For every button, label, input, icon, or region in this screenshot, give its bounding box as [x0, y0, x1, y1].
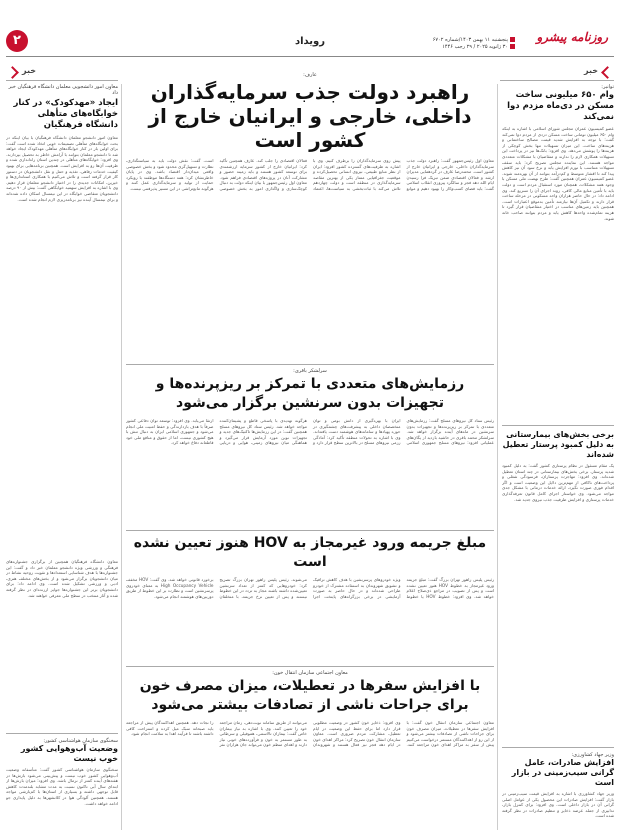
square-icon: [510, 44, 515, 49]
article-drills: [126, 368, 494, 528]
left-column: [6, 84, 118, 832]
divider: [6, 80, 118, 81]
divider: [126, 666, 494, 667]
article-body: یک مقام مسئول در نظام پرستاری کشور گفت: به دلیل کمبود شدید پرستار، برخی بخش‌های بیمارستانی در چند استان تعطیل شده‌اند. وی افزود: مهاجرت پرستاران، فرسودگی شغلی و پرداخت‌های ناکافی از مهم‌ترین دلایل این وضعیت است و اگر اقدام فوری صورت نگیرد، ارائه خدمات درمانی با مشکل جدی مواجه می‌شود. وی خواستار اجرای کامل قانون تعرفه‌گذاری خدمات پرستاری و افزایش ظرفیت جذب نیروی جدید شد.: [502, 463, 614, 502]
article-title: ایجاد «مهدکودک» در کنار خوابگاه‌های متأهلی دانشگاه فرهنگیان: [13, 98, 118, 130]
khabar-label-left: خبر: [8, 66, 98, 78]
article-blood: [126, 670, 494, 832]
kicker: سرلشکر باقری:: [293, 368, 327, 374]
article-body: رئیس ستاد کل نیروهای مسلح گفت: رزمایش‌های متعددی با تمرکز بر ریزپرنده‌ها و تجهیزات بدون سرنشین در ماه‌های آینده برگزار خواهد شد. سرلشکر محمد باقری در حاشیه بازدید از یگان‌های عملیاتی افزود: نیروهای مسلح جمهوری اسلامی ایران با بهره‌گیری از دانش بومی و توان متخصصان داخلی به پیشرفت‌های چشمگیری در حوزه پهپادها و سامانه‌های هوشمند دست یافته‌اند. وی با اشاره به تحولات منطقه تأکید کرد: آمادگی رزمی نیروهای مسلح در بالاترین سطح قرار دارد و هرگونه تهدیدی با پاسخی قاطع و پشیمان‌کننده مواجه خواهد شد. رئیس ستاد کل نیروهای مسلح همچنین گفت: در این رزمایش‌ها تاکتیک‌های جدید و تجهیزات نوین مورد آزمایش قرار می‌گیرد و هماهنگی میان نیروهای زمینی، هوایی و دریایی ارتقا می‌یابد. وی افزود: توسعه توان دفاعی کشور صرفاً با هدف بازدارندگی و حفظ امنیت ملی انجام می‌شود و جمهوری اسلامی ایران به دنبال تنش با هیچ کشوری نیست، اما از حقوق و منافع ملی خود قاطعانه دفاع خواهد کرد.: [126, 418, 494, 446]
kicker: معاون امور دانشجویی معلمان دانشگاه فرهنگیان خبر داد: [8, 84, 118, 96]
divider: [502, 425, 614, 426]
masthead: [0, 0, 620, 64]
main-article: [126, 72, 494, 362]
main-headline: راهبرد دولت جذب سرمایه‌گذاران داخلی، خارجی و ایرانیان خارج از کشور است: [148, 80, 472, 152]
divider: [502, 747, 614, 748]
article-headline: رزمایش‌های متعددی با تمرکز بر ریزپرنده‌ها و تجهیزات بدون سرنشین برگزار می‌شود: [155, 376, 465, 411]
column-divider: [121, 84, 122, 830]
article-title: وضعیت آب‌وهوایی کشور خوب نیست: [20, 744, 118, 763]
article-body: معاون اجتماعی سازمان انتقال خون گفت: با افزایش سفرها در تعطیلات، میزان مصرف خون برای جراحات ناشی از تصادفات بیشتر می‌شود و از این رو از اهداکنندگان مستمر درخواست می‌کنیم پیش از سفر به مراکز اهدای خون مراجعه کنند. وی افزود: ذخایر خون کشور در وضعیت مطلوبی قرار دارد اما برای حفظ این وضعیت در ایام تعطیل، مشارکت مردم ضروری است. معاون سازمان انتقال خون تصریح کرد: مراکز اهدای خون در ایام دهه فجر نیز فعال هستند و شهروندان می‌توانند از طریق سامانه نوبت‌دهی، زمان مراجعه خود را تعیین کنند. وی با اشاره به نیاز بیماران خاص گفت: بیماران تالاسمی، هموفیلی و سرطانی به طور مستمر به خون و فرآورده‌های خونی نیاز دارند و اهدای منظم خون می‌تواند جان هزاران نفر را نجات دهد. همچنین اهداکنندگان پیش از مراجعه باید صبحانه سبک میل کرده و استراحت کافی داشته باشند تا فرآیند اهدا به سلامت انجام شود.: [126, 720, 494, 748]
article-hov: [126, 534, 494, 664]
article-headline: مبلغ جریمه ورود غیرمجاز به HOV هنوز تعیین نشده است: [133, 535, 487, 570]
article-body: وزیر جهاد کشاورزی با اشاره به افزایش قیمت سیب‌زمینی در بازار گفت: افزایش صادرات این محصول یکی از عوامل اصلی گرانی آن در بازار داخلی است. وی افزود: برای کنترل بازار، تدابیری از جمله عرضه ذخایر و تنظیم صادرات در نظر گرفته شده است.: [502, 791, 614, 819]
article-body: معاون دانشگاه فرهنگیان همچنین از برگزاری جشنواره‌های فرهنگی و ورزشی ویژه دانشجو معلمان خبر داد و گفت: این جشنواره‌ها با هدف شناسایی استعدادها و تقویت روحیه نشاط در میان دانشجویان برگزار می‌شود و از بخش‌های مختلف هنری، ادبی و ورزشی تشکیل شده است. وی ادامه داد: برای دانشجویان برتر این جشنواره‌ها جوایز ارزنده‌ای در نظر گرفته شده و آثار منتخب در سطح ملی معرفی خواهند شد.: [6, 559, 118, 598]
divider: [126, 364, 494, 365]
article-body: معاون اول رئیس‌جمهور گفت: راهبرد دولت جذب سرمایه‌گذاران داخلی، خارجی و ایرانیان خارج از کشور است. محمدرضا عارف در گردهمایی مدیران ارشد و فعالان اقتصادی ضمن تبریک فرا رسیدن ایام الله دهه فجر و سالگرد پیروزی انقلاب اسلامی گفت: باید فضای کسب‌وکار را بهبود دهیم و موانع پیش روی سرمایه‌گذاران را برطرف کنیم. وی با اشاره به ظرفیت‌های گسترده کشور افزود: ایران از نظر منابع طبیعی، نیروی انسانی تحصیل‌کرده و موقعیت جغرافیایی ممتاز یکی از بهترین مقاصد سرمایه‌گذاری در منطقه است و دولت چهاردهم تلاش می‌کند با ثبات‌بخشی به سیاست‌ها، اعتماد فعالان اقتصادی را جلب کند. عارف همچنین تأکید کرد: ایرانیان خارج از کشور سرمایه ارزشمندی برای توسعه کشور هستند و باید زمینه حضور و مشارکت آنان در پروژه‌های اقتصادی فراهم شود. معاون اول رئیس‌جمهور با بیان اینکه دولت به دنبال کوچک‌سازی و واگذاری امور به بخش خصوصی است، گفت: نقش دولت باید به سیاستگذاری، نظارت و تسهیل‌گری محدود شود و بخش خصوصی واقعی میدان‌دار اقتصاد باشد. وی در پایان خاطرنشان کرد: همه دستگاه‌ها موظفند با رویکرد حمایت از تولید و سرمایه‌گذاری عمل کنند و هرگونه مانع‌تراشی در این مسیر پذیرفتنی نیست.: [126, 158, 494, 191]
kicker: عارف:: [303, 72, 317, 78]
divider: [6, 733, 118, 734]
divider: [126, 530, 494, 531]
date-line: پنجشنبه ۱۱ بهمن ۱۴۰۳/شماره ۶۷۰۲ ۳۰ ژانویه ۲۰۲۵ / ۲۹ رجب ۱۴۴۶: [395, 37, 515, 51]
arrow-icon: [601, 66, 614, 79]
page-number: ۲: [6, 30, 28, 52]
header-rule: [6, 56, 614, 57]
article-body: معاون امور دانشجو معلمان دانشگاه فرهنگیان با بیان اینکه در بحث خوابگاه‌های متأهلی تصمیمات خوبی اتخاذ شده است گفت: برای اولین بار در کنار خوابگاه‌های متأهلی مهدکودک ایجاد خواهد شد تا دانشجو معلمان بتوانند با آرامش خاطر به تحصیل بپردازند. وی افزود: خوابگاه‌های متأهلی در چندین استان راه‌اندازی شده و ظرفیت آن‌ها رو به افزایش است. همچنین برنامه‌هایی برای بهبود کیفیت خدمات رفاهی، تغذیه و حمل و نقل دانشجویان در دستور کار قرار گرفته است و تلاش می‌کنیم با همکاری استانداری‌ها و خیرین، امکانات جدیدی را در اختیار دانشجو معلمان قرار دهیم. وی با اشاره به افزایش سهمیه خوابگاهی گفت: بیش از ۹۰ درصد دانشجویان متقاضی خوابگاه در این نیمسال اسکان داده شده‌اند و برای نیمسال آینده نیز برنامه‌ریزی لازم انجام شده است.: [6, 135, 118, 202]
section-title: رویداد: [294, 36, 326, 47]
square-icon: [510, 37, 515, 42]
kicker: معاون اجتماعی سازمان انتقال خون:: [272, 670, 348, 676]
column-divider: [497, 84, 498, 830]
article-body: سخنگوی سازمان هواشناسی کشور گفت: متأسفانه وضعیت آب‌وهوایی کشور خوب نیست و پیش‌بینی می‌شود بارش‌ها در هفته‌های آینده کمتر از نرمال باشد. وی افزود: میزان بارش‌ها از ابتدای سال آبی تاکنون نسبت به مدت مشابه بلندمدت کاهش قابل توجهی داشته و بسیاری از استان‌ها با کم‌بارشی مواجه هستند. همچنین آلودگی هوا در کلانشهرها به دلیل پایداری جو ادامه خواهد داشت.: [6, 767, 118, 806]
right-column: [502, 84, 614, 832]
divider: [500, 80, 614, 81]
arrow-icon: [6, 66, 19, 79]
article-title: برخی بخش‌های بیمارستانی به دلیل کمبود پرستار تعطیل شده‌اند: [502, 430, 614, 459]
kicker: سخنگوی سازمان هواشناسی کشور:: [43, 738, 118, 744]
article-headline: با افزایش سفرها در تعطیلات، میزان مصرف خون برای جراحات ناشی از تصادفات بیشتر می‌شود: [139, 678, 481, 713]
newspaper-logo: روزنامه پیشرو: [536, 30, 608, 44]
article-body: عضو کمیسیون عمران مجلس شورای اسلامی با اشاره به اینکه وام ۶۵۰ میلیون تومانی ساخت مسکن دردی از مردم دوا نمی‌کند گفت: با توجه به افزایش شدید قیمت مصالح ساختمانی و هزینه‌های ساخت، این میزان تسهیلات تنها بخش کوچکی از هزینه‌ها را پوشش می‌دهد. وی افزود: بانک‌ها نیز در پرداخت این تسهیلات همکاری لازم را ندارند و متقاضیان با مشکلات متعددی مواجه هستند. این نماینده مجلس تصریح کرد: باید سقف تسهیلات متناسب با تورم افزایش یابد و نرخ سود آن نیز کاهش پیدا کند تا اقشار متوسط و کم‌درآمد بتوانند از آن بهره‌مند شوند. عضو کمیسیون عمران همچنین گفت: طرح نهضت ملی مسکن با وجود همه مشکلات، همچنان مورد استقبال مردم است و دولت باید با تأمین منابع مالی کافی، روند اجرای آن را تسریع کند. وی ادامه داد: در حال حاضر هزاران واحد مسکونی در مرحله ساخت قرار دارند و تکمیل آن‌ها نیازمند تأمین به‌موقع اعتبارات است. همچنین باید زمین‌های مناسب در اختیار متقاضیان قرار گیرد تا هزینه تمام‌شده واحدها کاهش یابد و مردم بتوانند صاحب خانه شوند.: [502, 126, 614, 221]
kicker: وزیر جهاد کشاورزی:: [571, 752, 614, 758]
article-body: رئیس پلیس راهور تهران بزرگ گفت: مبلغ جریمه ورود غیرمجاز به خطوط HOV هنوز تعیین نشده است و پس از تصویب در مراجع ذی‌صلاح اعلام خواهد شد. وی افزود: خطوط HOV یا خطوط ویژه خودروهای پرسرنشین با هدف کاهش ترافیک و تشویق شهروندان به استفاده مشترک از خودرو طراحی شده‌اند و در حال حاضر به صورت آزمایشی در برخی بزرگراه‌های پایتخت اجرا می‌شوند. رئیس پلیس راهور تهران بزرگ تصریح کرد: خودروهایی که کمتر از تعداد سرنشین تعیین‌شده داشته باشند مجاز به تردد در این خطوط نیستند و پس از تعیین نرخ جریمه، با متخلفان برخورد قانونی خواهد شد. وی گفت: HOV مخفف High Occupancy Vehicle به معنای خودروی پرسرنشین است و نظارت بر این خطوط از طریق دوربین‌های هوشمند انجام می‌شود.: [126, 577, 494, 599]
khabar-label-right: خبر: [540, 66, 612, 78]
article-title: وام ۶۵۰ میلیونی ساخت مسکن در دی‌ماه مزدم دوا نمی‌کند: [507, 90, 614, 122]
kicker: توانیر:: [601, 84, 614, 90]
article-title: افزایش صادرات، عامل گرانی سیب‌زمینی در بازار است: [511, 758, 614, 787]
